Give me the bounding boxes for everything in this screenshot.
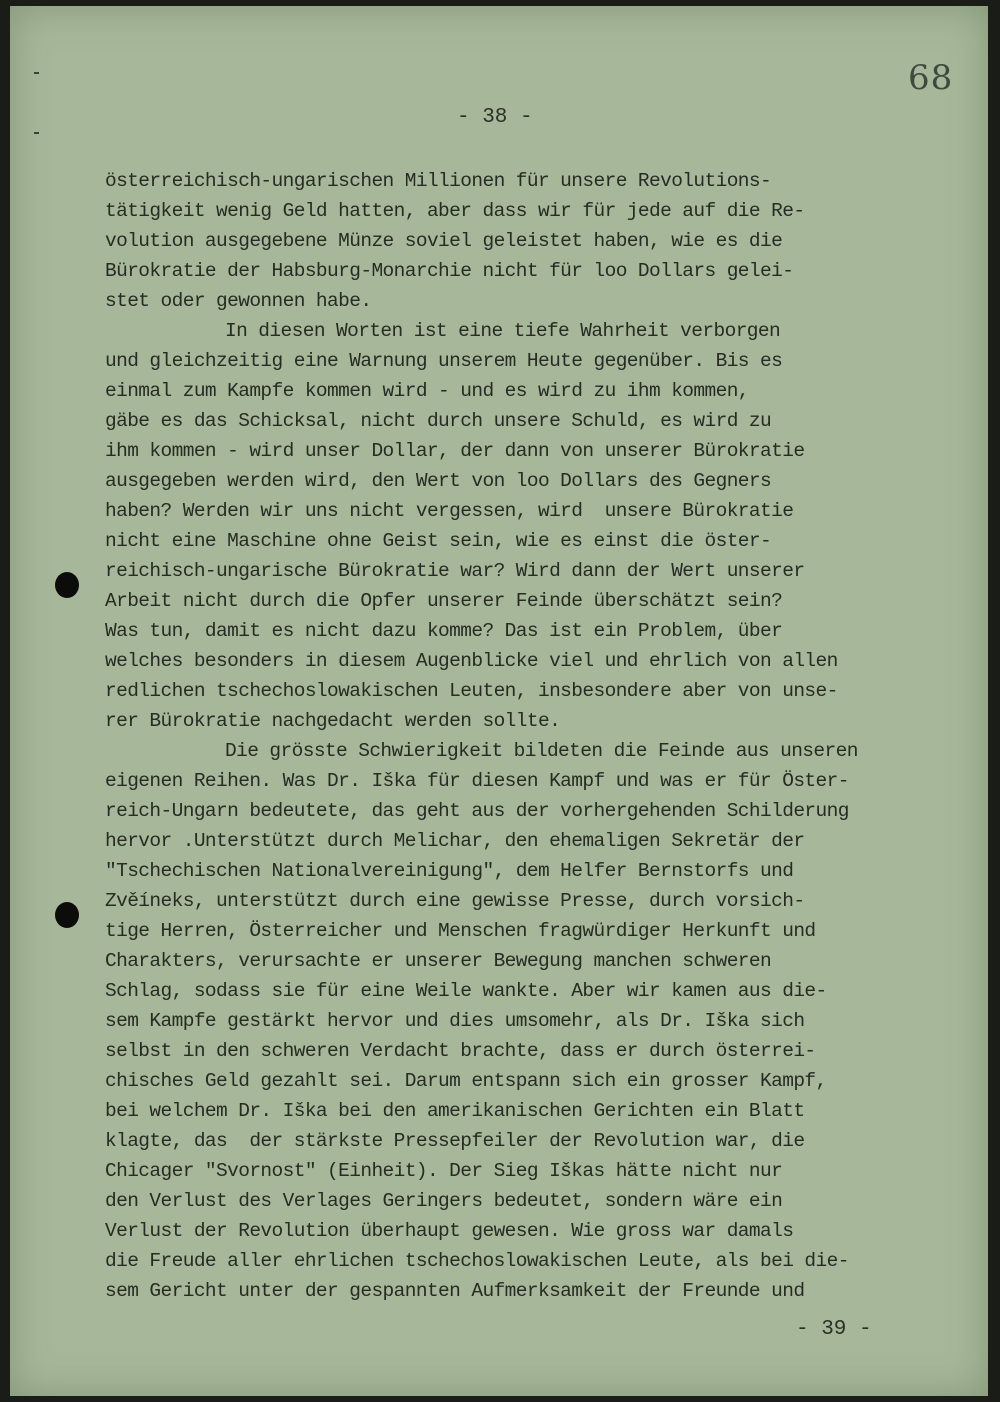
punch-hole — [55, 902, 79, 928]
page-number-top: - 38 - — [457, 106, 533, 129]
text-line: den Verlust des Verlages Geringers bedeutet, sondern wäre ein — [105, 1190, 783, 1212]
text-line: die Freude aller ehrlichen tschechoslowakischen Leute, als bei die- — [105, 1250, 849, 1272]
text-line: bei welchem Dr. Iška bei den amerikanischen Gerichten ein Blatt — [105, 1100, 805, 1122]
text-line: reich-Ungarn bedeutete, das geht aus der vorhergehenden Schilderung — [105, 800, 849, 822]
text-line: und gleichzeitig eine Warnung unserem Heute gegenüber. Bis es — [105, 350, 783, 372]
text-line: österreichisch-ungarischen Millionen für unsere Revolutions- — [105, 170, 783, 192]
text-line: Was tun, damit es nicht dazu komme? Das ist ein Problem, über — [105, 620, 783, 642]
text-line: chisches Geld gezahlt sei. Darum entspann sich ein grosser Kampf, — [105, 1070, 827, 1092]
text-line: sem Gericht unter der gespannten Aufmerksamkeit der Freunde und — [105, 1280, 805, 1302]
paragraph-start-line: Die grösste Schwierigkeit bildeten die Feinde aus unseren — [225, 740, 858, 762]
text-line: "Tschechischen Nationalvereinigung", dem Helfer Bernstorfs und — [105, 860, 794, 882]
text-line: tätigkeit wenig Geld hatten, aber dass wir für jede auf die Re- — [105, 200, 805, 222]
archive-folio-number: 68 — [908, 58, 954, 98]
margin-speck — [34, 72, 39, 74]
text-line: Arbeit nicht durch die Opfer unserer Feinde überschätzt sein? — [105, 590, 783, 612]
text-line: ausgegeben werden wird, den Wert von loo Dollars des Gegners — [105, 470, 772, 492]
paragraph-start-line: In diesen Worten ist eine tiefe Wahrheit verborgen — [225, 320, 781, 342]
text-line: einmal zum Kampfe kommen wird - und es wird zu ihm kommen, — [105, 380, 749, 402]
text-line: haben? Werden wir uns nicht vergessen, wird unsere Bürokratie — [105, 500, 794, 522]
text-line: Verlust der Revolution überhaupt gewesen. Wie gross war damals — [105, 1220, 794, 1242]
text-line: klagte, das der stärkste Pressepfeiler der Revolution war, die — [105, 1130, 805, 1152]
typewritten-body — [105, 166, 858, 1306]
text-line: Charakters, verursachte er unserer Bewegung manchen schweren — [105, 950, 772, 972]
text-line: ihm kommen - wird unser Dollar, der dann von unserer Bürokratie — [105, 440, 805, 462]
page-number-bottom: - 39 - — [796, 1318, 872, 1341]
text-line: nicht eine Maschine ohne Geist sein, wie es einst die öster- — [105, 530, 772, 552]
text-line: welches besonders in diesem Augenblicke viel und ehrlich von allen — [105, 650, 838, 672]
text-line: volution ausgegebene Münze soviel geleistet haben, wie es die — [105, 230, 783, 252]
text-line: stet oder gewonnen habe. — [105, 290, 372, 312]
document-page — [10, 6, 988, 1396]
text-line: redlichen tschechoslowakischen Leuten, insbesondere aber von unse- — [105, 680, 838, 702]
text-line: Chicager "Svornost" (Einheit). Der Sieg Iškas hätte nicht nur — [105, 1160, 783, 1182]
text-line: gäbe es das Schicksal, nicht durch unsere Schuld, es wird zu — [105, 410, 772, 432]
text-line: reichisch-ungarische Bürokratie war? Wird dann der Wert unserer — [105, 560, 805, 582]
text-line: tige Herren, Österreicher und Menschen fragwürdiger Herkunft und — [105, 920, 816, 942]
margin-speck — [34, 132, 39, 134]
text-line: Schlag, sodass sie für eine Weile wankte. Aber wir kamen aus die- — [105, 980, 827, 1002]
text-line: rer Bürokratie nachgedacht werden sollte. — [105, 710, 561, 732]
text-line: Zvěíneks, unterstützt durch eine gewisse Presse, durch vorsich- — [105, 890, 805, 912]
punch-hole — [55, 572, 79, 598]
text-line: Bürokratie der Habsburg-Monarchie nicht für loo Dollars gelei- — [105, 260, 794, 282]
text-line: eigenen Reihen. Was Dr. Iška für diesen Kampf und was er für Öster- — [105, 770, 849, 792]
text-line: sem Kampfe gestärkt hervor und dies umsomehr, als Dr. Iška sich — [105, 1010, 805, 1032]
text-line: selbst in den schweren Verdacht brachte, dass er durch österrei- — [105, 1040, 816, 1062]
text-line: hervor .Unterstützt durch Melichar, den ehemaligen Sekretär der — [105, 830, 805, 852]
